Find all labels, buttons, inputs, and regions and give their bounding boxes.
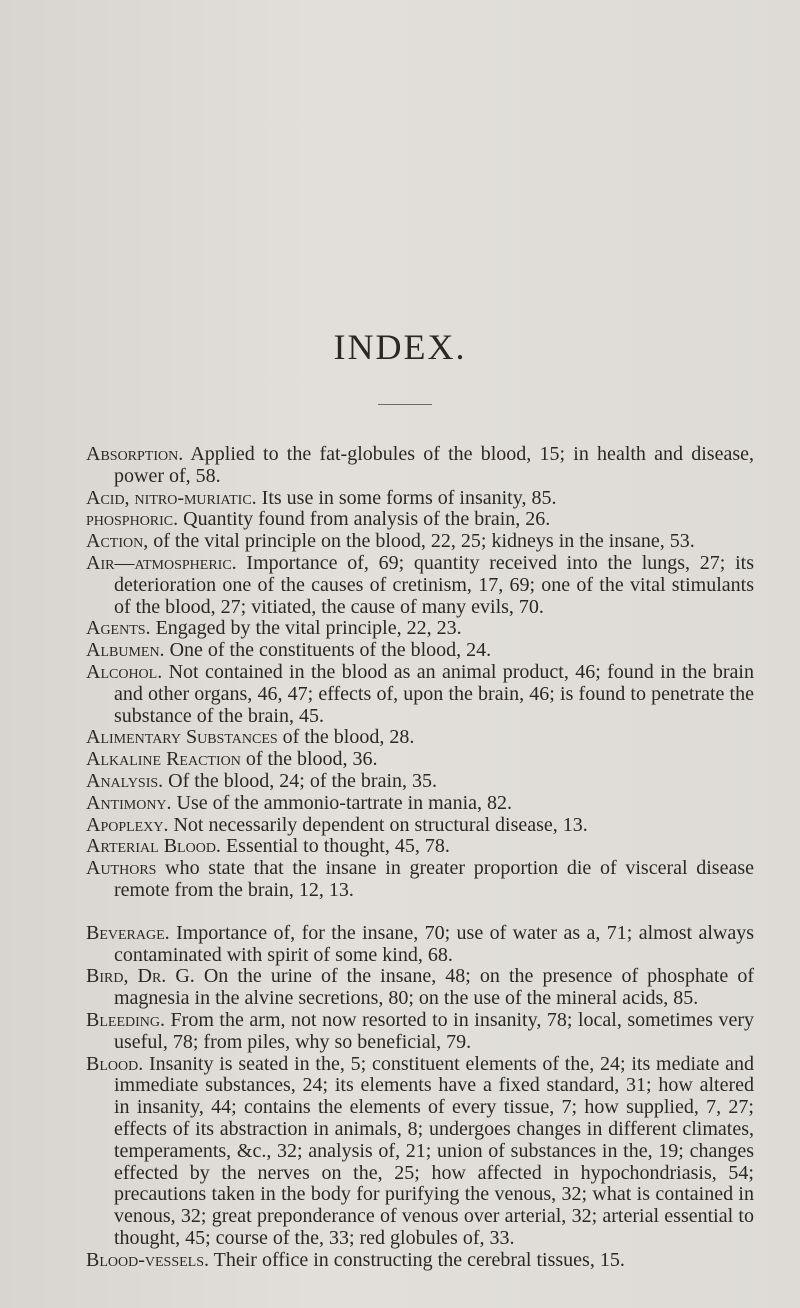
index-entry <box>86 1250 754 1272</box>
index-term: phosphoric. <box>86 508 179 531</box>
index-text: One of the constituents of the blood, 24. <box>164 639 492 662</box>
index-term: Absorption. <box>86 443 184 465</box>
index-entry <box>86 444 754 488</box>
index-text: Importance of, for the insane, 70; use of water as a, 71; almost always contaminated with spirit of some kind, 68. <box>114 921 754 966</box>
index-text: Not contained in the blood as an animal product, 46; found in the brain and other organs, 46, 47; effects of, upon the brain, 46; is found to penetrate the substance of the brain, 45. <box>114 660 754 727</box>
title-divider <box>378 404 432 405</box>
index-term: Action, <box>86 530 149 553</box>
index-entry <box>86 509 754 531</box>
index-entry <box>86 858 754 902</box>
index-text: Their office in constructing the cerebral tissues, 15. <box>209 1248 625 1271</box>
index-entry <box>86 793 754 815</box>
index-entry <box>86 923 754 967</box>
index-text: Applied to the fat-globules of the blood, 15; in health and disease, power of, 58. <box>114 443 754 487</box>
index-term: Alimentary Substances <box>86 726 278 749</box>
index-text: Use of the ammonio-tartrate in mania, 82. <box>171 791 512 814</box>
page-title: INDEX. <box>333 327 467 367</box>
index-text: of the vital principle on the blood, 22, 25; kidneys in the insane, 53. <box>148 530 695 553</box>
index-text: From the arm, not now resorted to in insanity, 78; local, sometimes very useful, 78; from piles, why so beneficial, 79. <box>114 1008 754 1053</box>
index-entry <box>86 771 754 793</box>
index-term: Blood. <box>86 1052 144 1075</box>
index-text: Of the blood, 24; of the brain, 35. <box>163 769 438 792</box>
index-term: Authors <box>86 857 157 880</box>
index-term: Bleeding. <box>86 1008 165 1031</box>
index-entry <box>86 749 754 771</box>
index-list <box>86 444 754 1271</box>
index-entry <box>86 815 754 837</box>
index-entry <box>86 1054 754 1250</box>
index-term: Bird, Dr. G. <box>86 965 195 988</box>
index-text: Quantity found from analysis of the brain, 26. <box>178 508 551 531</box>
index-entry <box>86 618 754 640</box>
index-term: Apoplexy. <box>86 813 169 836</box>
index-term: Blood-vessels. <box>86 1248 210 1271</box>
index-text: Not necessarily dependent on structural disease, 13. <box>168 813 588 836</box>
index-term: Antimony. <box>86 791 172 814</box>
index-entry <box>86 531 754 553</box>
index-term: Beverage. <box>86 921 170 944</box>
index-entry <box>86 727 754 749</box>
index-text: Importance of, 69; quantity received into the lungs, 27; its deterioration one of the causes of cretinism, 17, 69; one of the vital stimulants of the blood, 27; vitiated, the cause of many evils, 70. <box>114 551 754 618</box>
index-text: Insanity is seated in the, 5; constituent elements of the, 24; its mediate and immediate substances, 24; its elements have a fixed standard, 31; how altered in insanity, 44; contains the elements of every tissue, 7; how supplied, 7, 27; effects of its abstraction in animals, 8; undergoes changes in different climates, temperaments, &c., 32; analysis of, 21; union of substances in the, 19; changes effected by the nerves on the, 25; how affected in hypochondriasis, 54; precautions taken in the body for purifying the venous, 32; what is contained in venous, 32; great preponderance of venous over arterial, 32; arterial essential to thought, 45; course of the, 33; red globules of, 33. <box>114 1052 754 1249</box>
index-text: of the blood, 36. <box>240 748 378 771</box>
index-term: Arterial Blood. <box>86 835 221 858</box>
index-text: Essential to thought, 45, 78. <box>220 835 450 858</box>
index-text: Its use in some forms of insanity, 85. <box>256 486 557 509</box>
index-term: Acid, nitro-muriatic. <box>86 486 257 509</box>
section-gap <box>86 902 754 923</box>
index-entry <box>86 640 754 662</box>
index-text: of the blood, 28. <box>277 726 415 749</box>
index-entry <box>86 1010 754 1054</box>
index-term: Albumen. <box>86 639 165 662</box>
index-entry <box>86 553 754 618</box>
index-term: Agents. <box>86 617 151 640</box>
index-text: who state that the insane in greater proportion die of visceral disease remote from the brain, 12, 13. <box>114 857 754 901</box>
index-term: Alkaline Reaction <box>86 748 241 771</box>
index-term: Alcohol. <box>86 660 163 683</box>
index-text: Engaged by the vital principle, 22, 23. <box>150 617 462 640</box>
index-term: Air—atmospheric. <box>86 551 237 574</box>
index-entry <box>86 966 754 1010</box>
index-text: On the urine of the insane, 48; on the presence of phosphate of magnesia in the alvine secretions, 80; on the use of the mineral acids, 85. <box>114 965 754 1010</box>
index-term: Analysis. <box>86 769 164 792</box>
index-entry <box>86 488 754 510</box>
index-entry <box>86 836 754 858</box>
index-entry <box>86 662 754 727</box>
